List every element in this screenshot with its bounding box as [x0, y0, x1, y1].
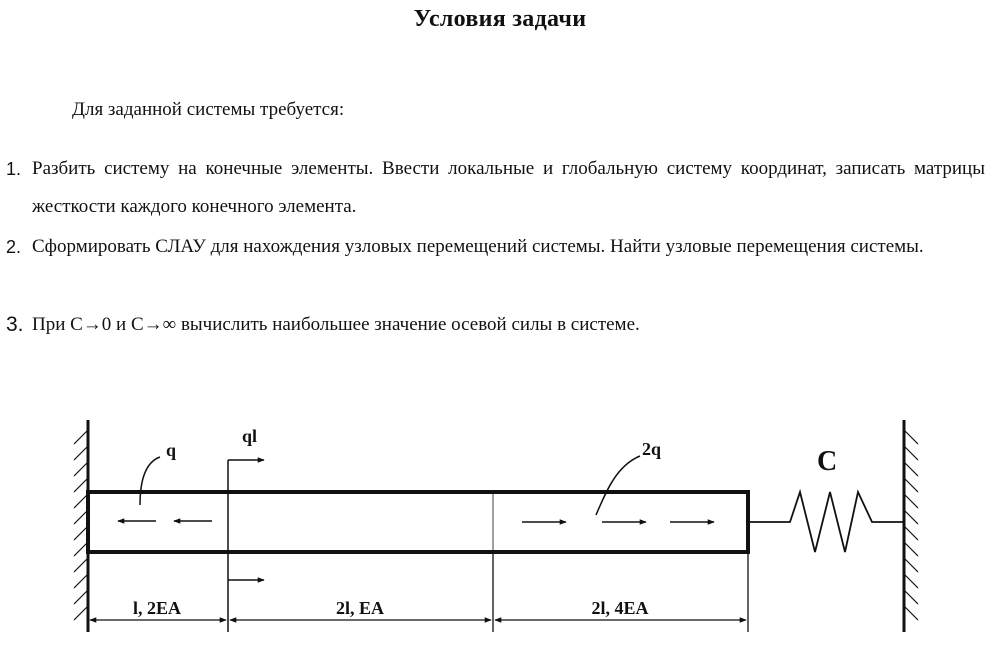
left-wall-support	[74, 420, 88, 632]
segment-label-1: l, 2EA	[132, 598, 182, 618]
spring-label: C	[817, 446, 838, 477]
load-label-ql: ql	[242, 426, 258, 446]
load-label-2q: 2q	[642, 439, 662, 459]
distributed-load-q	[118, 457, 212, 521]
task-text: Разбить систему на конечные элементы. Ввести локальные и глобальную систему координат, записать матрицы жесткости каждого конечного элемента.	[32, 158, 985, 217]
segment-label-3: 2l, 4EA	[591, 598, 649, 618]
page-title: Условия задачи	[413, 6, 587, 32]
right-wall-support	[904, 420, 918, 632]
spring-element	[748, 492, 904, 552]
distributed-load-2q	[522, 456, 714, 522]
point-force-ql	[228, 460, 264, 632]
segment-label-2: 2l, EA	[335, 598, 385, 618]
task-text: Сформировать СЛАУ для нахождения узловых перемещений системы. Найти узловые перемещения системы.	[32, 236, 924, 257]
task-number: 2.	[6, 237, 22, 257]
task-number: 1.	[6, 159, 22, 179]
dimension-lines	[90, 552, 748, 632]
task-number: 3.	[6, 313, 24, 336]
load-label-q: q	[166, 440, 177, 460]
beam-rod	[88, 492, 748, 552]
intro-text: Для заданной системы требуется:	[72, 99, 345, 120]
task-text: При C→0 и C→∞ вычислить наибольшее значение осевой силы в системе.	[32, 314, 640, 335]
